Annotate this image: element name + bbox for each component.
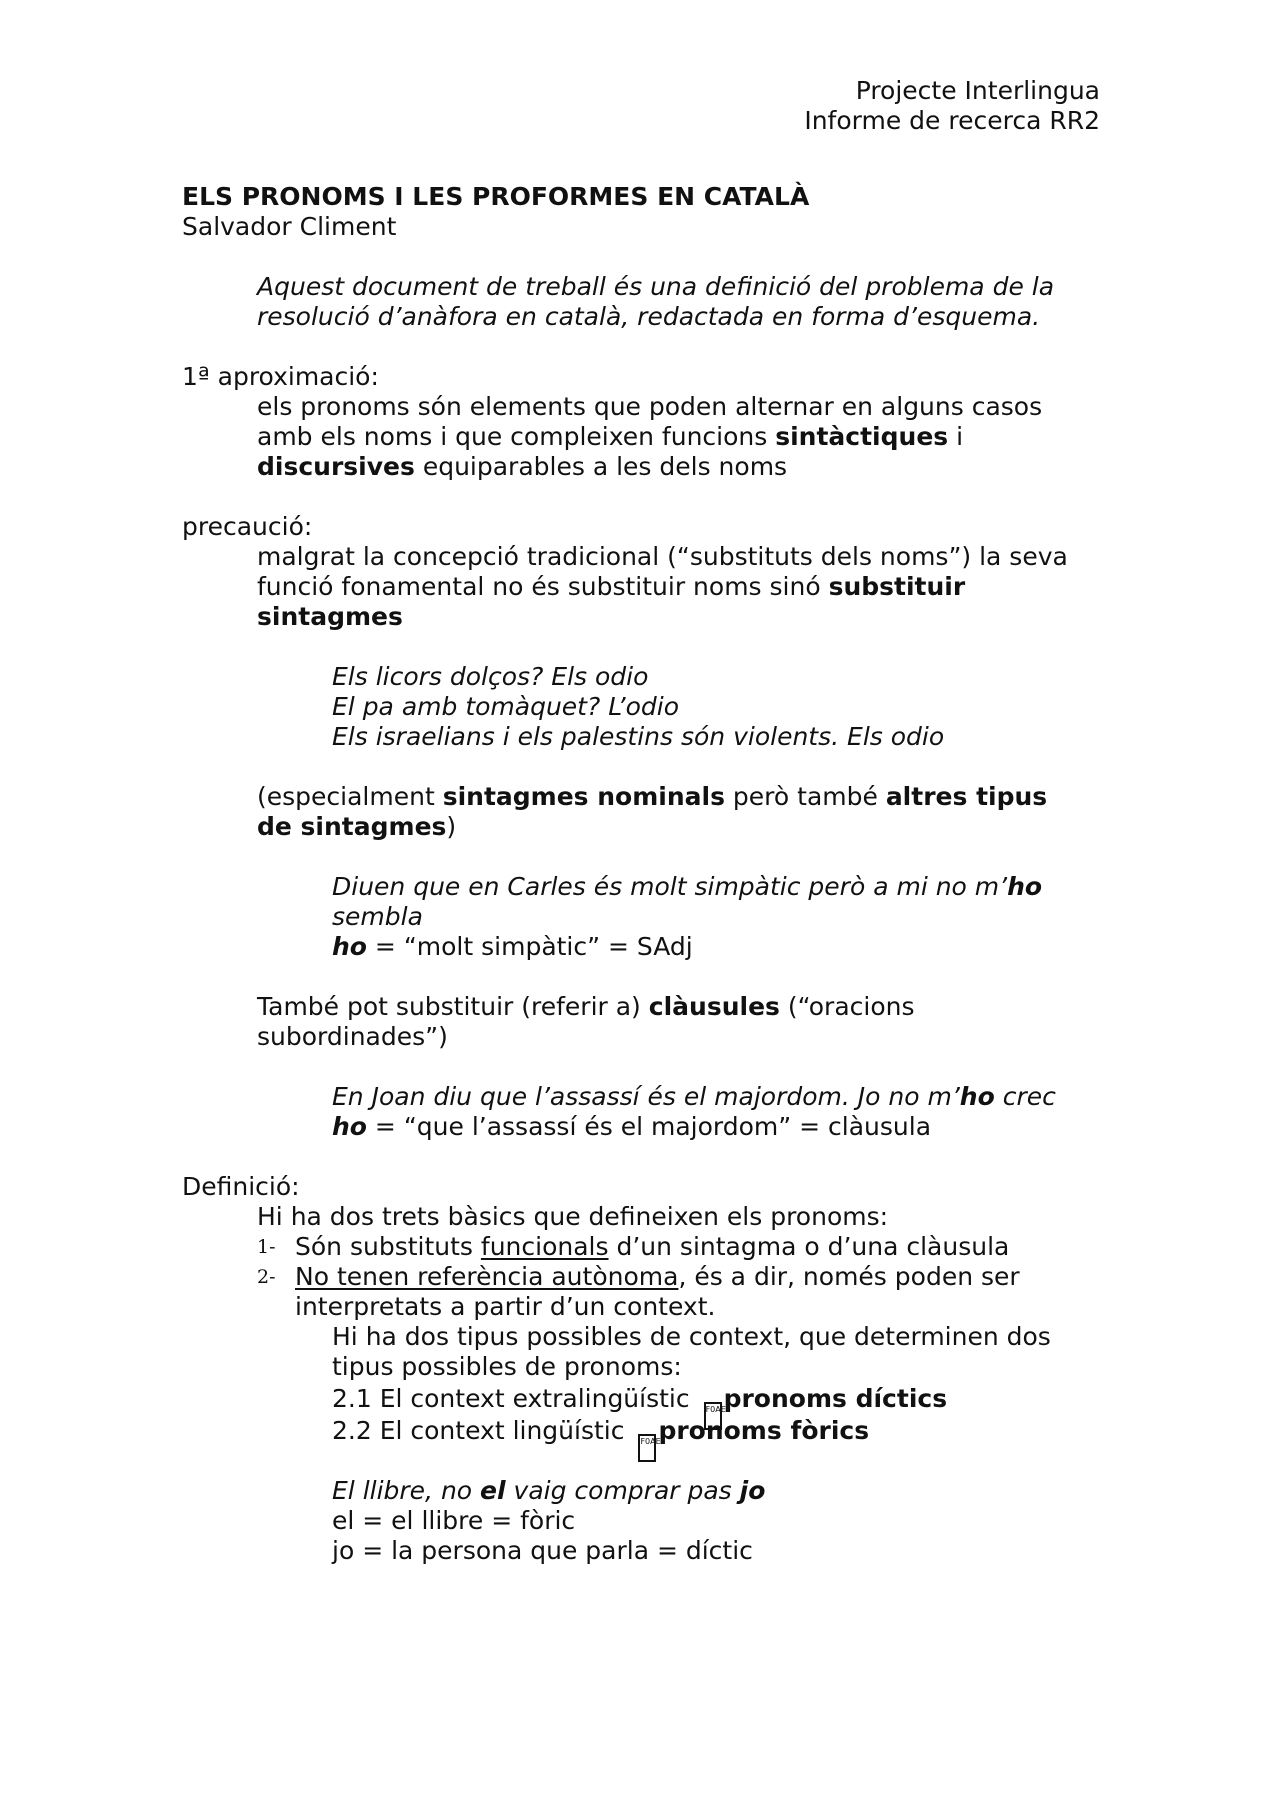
text-run: funció fonamental no és substituir noms sinó <box>257 572 829 601</box>
example-gloss: el = el llibre = fòric <box>332 1506 576 1535</box>
caution-text: malgrat la concepció tradicional (“substituts dels noms”) la seva <box>257 542 1068 571</box>
text-run: i <box>948 422 964 451</box>
list-item <box>295 1262 1020 1292</box>
bold-term: sintagmes nominals <box>442 782 725 811</box>
definition-intro: Hi ha dos trets bàsics que defineixen els pronoms: <box>257 1202 889 1231</box>
example-sentence <box>332 872 1042 902</box>
text-run: En Joan diu que l’assassí és el majordom. Jo no m’ <box>332 1082 960 1111</box>
text-run: però també <box>724 782 886 811</box>
context-type <box>332 1416 869 1462</box>
abstract-line: Aquest document de treball és una definició del problema de la <box>257 272 1055 301</box>
bold-term: discursives <box>257 452 415 481</box>
text-run: d’un sintagma o d’una clàusula <box>608 1232 1010 1261</box>
bold-term: clàusules <box>648 992 780 1021</box>
document-author: Salvador Climent <box>182 212 397 241</box>
caution-note: subordinades”) <box>257 1022 448 1051</box>
text-run: El llibre, no <box>332 1476 481 1505</box>
approximation-text <box>257 452 787 482</box>
bold-term: sintàctiques <box>775 422 949 451</box>
section-heading-definition: Definició: <box>182 1172 300 1201</box>
text-run: vaig comprar pas <box>505 1476 740 1505</box>
text-run: = “que l’assassí és el majordom” = clàusula <box>366 1112 932 1141</box>
missing-glyph-icon: F0AE <box>704 1402 722 1430</box>
caution-text <box>257 572 965 602</box>
example-sentence: sembla <box>332 902 423 931</box>
example-gloss <box>332 932 693 962</box>
example-sentence: El pa amb tomàquet? L’odio <box>332 692 679 721</box>
example-gloss: jo = la persona que parla = díctic <box>332 1536 753 1565</box>
bold-term: pronoms díctics <box>723 1384 948 1413</box>
bold-term: altres tipus <box>885 782 1048 811</box>
example-sentence: Els licors dolços? Els odio <box>332 662 649 691</box>
text-run: , és a dir, només poden ser <box>678 1262 1020 1291</box>
example-gloss <box>332 1112 931 1142</box>
caution-note <box>257 992 915 1022</box>
bold-term: ho <box>332 1112 367 1141</box>
text-run: ) <box>446 812 457 841</box>
text-run: 2.2 El context lingüístic <box>332 1416 633 1445</box>
bold-term: el <box>480 1476 506 1505</box>
section-heading-caution: precaució: <box>182 512 313 541</box>
bold-term: pronoms fòrics <box>658 1416 870 1445</box>
definition-subtext: Hi ha dos tipus possibles de context, que determinen dos <box>332 1322 1051 1351</box>
list-item-continuation: interpretats a partir d’un context. <box>295 1292 716 1321</box>
bold-term: jo <box>739 1476 766 1505</box>
bold-term: ho <box>959 1082 995 1111</box>
caution-text: sintagmes <box>257 602 403 631</box>
bold-term: substituir <box>828 572 966 601</box>
underlined-term: No tenen referència autònoma <box>295 1262 679 1291</box>
text-run: crec <box>994 1082 1056 1111</box>
text-run: També pot substituir (referir a) <box>257 992 649 1021</box>
bold-term: ho <box>332 932 367 961</box>
definition-subtext: tipus possibles de pronoms: <box>332 1352 682 1381</box>
document-title: ELS PRONOMS I LES PROFORMES EN CATALÀ <box>182 182 810 211</box>
approximation-text <box>257 422 963 452</box>
example-sentence <box>332 1476 765 1506</box>
caution-note <box>257 782 1047 812</box>
example-sentence <box>332 1082 1056 1112</box>
list-item <box>295 1232 1009 1262</box>
text-run: equiparables a les dels noms <box>414 452 788 481</box>
abstract-line: resolució d’anàfora en català, redactada en forma d’esquema. <box>257 302 1041 331</box>
missing-glyph-icon: F0AE <box>638 1434 656 1462</box>
text-run: (“oracions <box>779 992 915 1021</box>
example-sentence: Els israelians i els palestins són violents. Els odio <box>332 722 945 751</box>
text-run: Diuen que en Carles és molt simpàtic però a mi no m’ <box>332 872 1008 901</box>
underlined-term: funcionals <box>480 1232 609 1261</box>
bold-term: de sintagmes <box>257 812 447 841</box>
caution-note <box>257 812 456 842</box>
list-number: 1- <box>257 1236 276 1258</box>
text-run: (especialment <box>257 782 443 811</box>
header-report: Informe de recerca RR2 <box>804 106 1100 135</box>
list-number: 2- <box>257 1266 276 1288</box>
bold-term: ho <box>1007 872 1043 901</box>
text-run: 2.1 El context extralingüístic <box>332 1384 698 1413</box>
text-run: Són substituts <box>295 1232 481 1261</box>
text-run: = “molt simpàtic” = SAdj <box>366 932 693 961</box>
header-project: Projecte Interlingua <box>855 76 1100 105</box>
approximation-text: els pronoms són elements que poden alternar en alguns casos <box>257 392 1043 421</box>
text-run: amb els noms i que compleixen funcions <box>257 422 776 451</box>
section-heading-approximation: 1ª aproximació: <box>182 362 379 391</box>
